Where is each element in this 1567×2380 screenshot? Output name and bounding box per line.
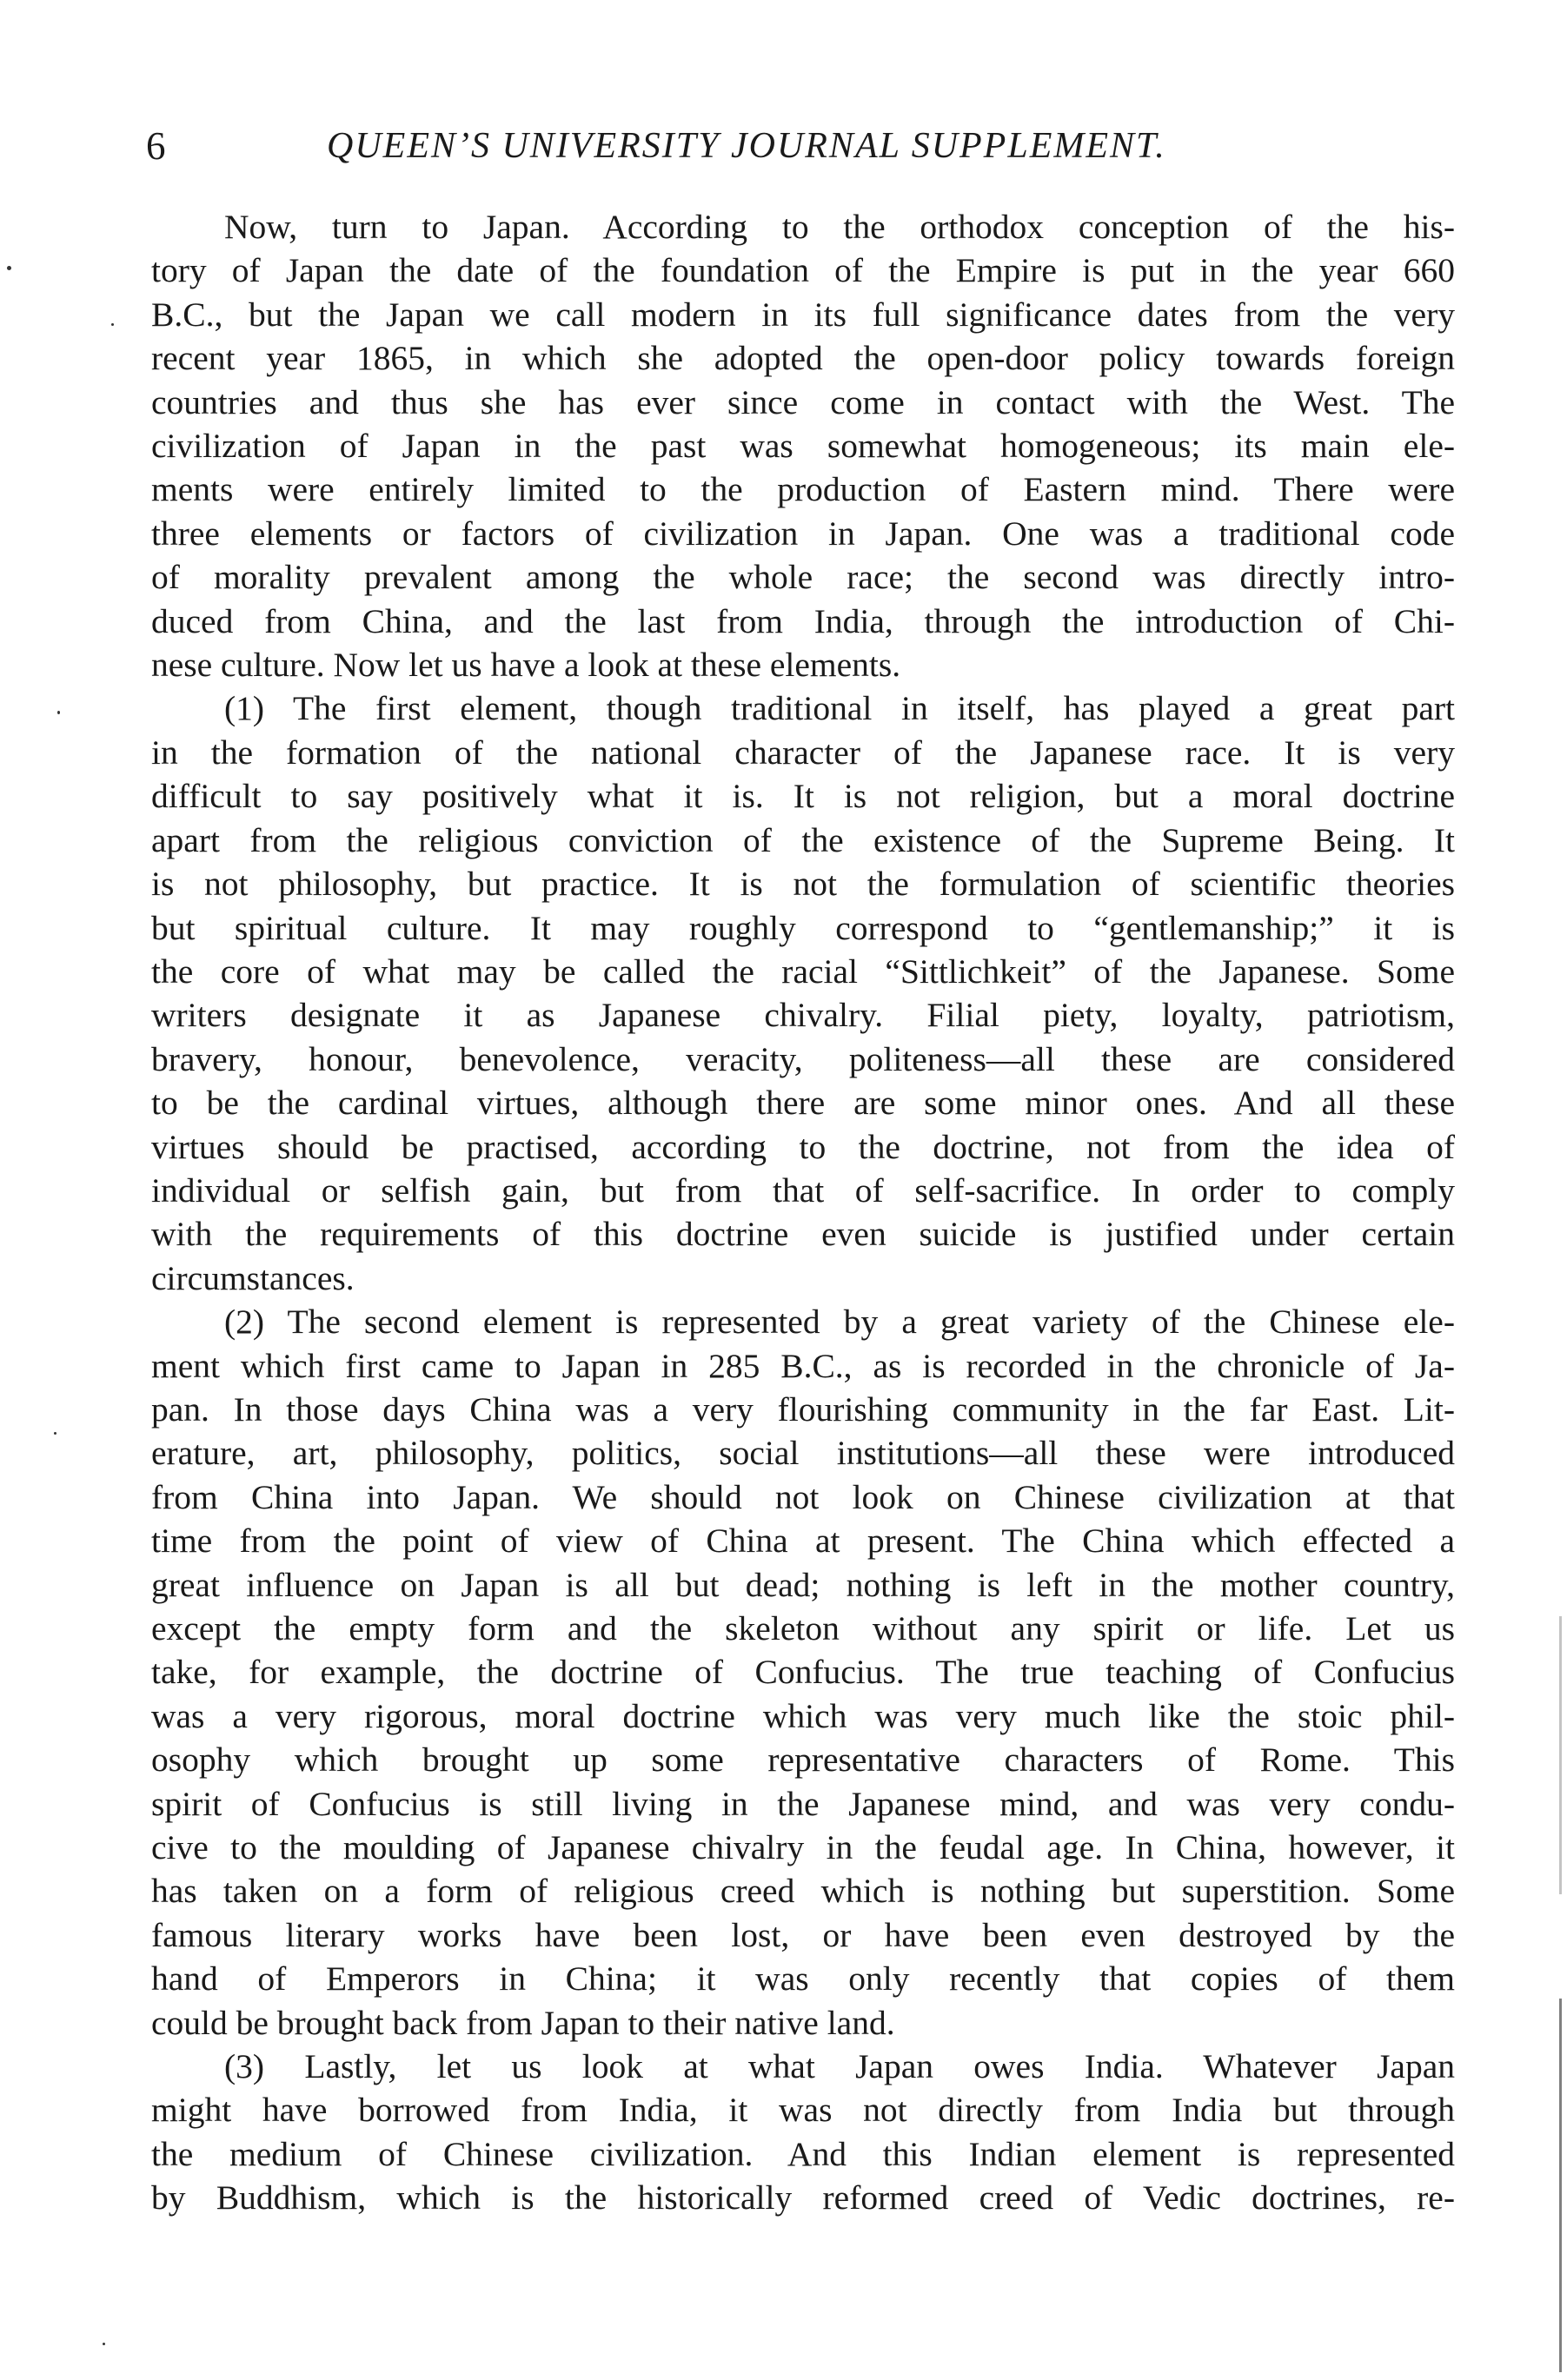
text-line: except the empty form and the skeleton without any spirit or life. Let us bbox=[151, 1609, 1455, 1647]
text-line: pan. In those days China was a very flourishing community in the far East. Lit- bbox=[151, 1389, 1455, 1429]
text-line: by Buddhism, which is the historically reformed creed of Vedic doctrines, re- bbox=[151, 2178, 1455, 2218]
paragraph-second-element bbox=[151, 1300, 1455, 2045]
text-line: nese culture. Now let us have a look at these elements. bbox=[151, 646, 901, 685]
paragraph-intro bbox=[151, 205, 1455, 686]
text-line: spirit of Confucius is still living in the Japanese mind, and was very condu- bbox=[151, 1784, 1455, 1823]
text-line: (1) The first element, though traditional in itself, has played a great part bbox=[224, 689, 1455, 728]
text-line: famous literary works have been lost, or have been even destroyed by the bbox=[151, 1915, 1455, 1954]
text-line: three elements or factors of civilization in Japan. One was a traditional code bbox=[151, 514, 1455, 553]
text-line: virtues should be practised, according to the doctrine, not from the idea of bbox=[151, 1127, 1455, 1166]
page-number: 6 bbox=[146, 124, 166, 168]
text-line: circumstances. bbox=[151, 1258, 355, 1297]
text-line: individual or selfish gain, but from that of self-sacrifice. In order to comply bbox=[151, 1170, 1455, 1210]
text-line: civilization of Japan in the past was somewhat homogeneous; its main ele- bbox=[151, 427, 1455, 466]
text-line: was a very rigorous, moral doctrine which was very much like the stoic phil- bbox=[151, 1696, 1455, 1735]
text-line: osophy which brought up some representative characters of Rome. This bbox=[151, 1740, 1455, 1780]
text-line: tory of Japan the date of the foundation of the Empire is put in the year 660 bbox=[151, 251, 1455, 290]
text-line: (3) Lastly, let us look at what Japan owes India. Whatever Japan bbox=[224, 2047, 1455, 2086]
text-line: ment which first came to Japan in 285 B.C., as is recorded in the chronicle of Ja- bbox=[151, 1346, 1455, 1385]
text-line: ments were entirely limited to the production of Eastern mind. There were bbox=[151, 470, 1455, 509]
scan-edge-line bbox=[1559, 1999, 1562, 2372]
body-text bbox=[151, 205, 1455, 2220]
text-line: of morality prevalent among the whole race; the second was directly intro- bbox=[151, 558, 1455, 597]
scan-edge-line bbox=[1559, 1616, 1562, 1894]
text-line: but spiritual culture. It may roughly correspond to “gentlemanship;” it is bbox=[151, 908, 1455, 947]
scan-speck bbox=[103, 2343, 105, 2345]
text-line: erature, art, philosophy, politics, social institutions—all these were introduced bbox=[151, 1434, 1455, 1473]
text-line: from China into Japan. We should not look on Chinese civilization at that bbox=[151, 1477, 1455, 1516]
text-line: cive to the moulding of Japanese chivalry in the feudal age. In China, however, it bbox=[151, 1828, 1455, 1867]
text-line: has taken on a form of religious creed which is nothing but superstition. Some bbox=[151, 1872, 1455, 1911]
paragraph-third-element bbox=[151, 2045, 1455, 2220]
text-line: to be the cardinal virtues, although there are some minor ones. And all these bbox=[151, 1084, 1455, 1123]
text-line: great influence on Japan is all but dead; nothing is left in the mother country, bbox=[151, 1565, 1455, 1604]
text-line: the medium of Chinese civilization. And this Indian element is represented bbox=[151, 2134, 1455, 2173]
text-line: difficult to say positively what it is. It is not religion, but a moral doctrine bbox=[151, 777, 1455, 816]
text-line: hand of Emperors in China; it was only recently that copies of them bbox=[151, 1959, 1455, 1999]
paragraph-first-element bbox=[151, 686, 1455, 1300]
scan-speck bbox=[111, 323, 114, 326]
text-line: countries and thus she has ever since come in contact with the West. The bbox=[151, 382, 1455, 421]
text-line: writers designate it as Japanese chivalry. Filial piety, loyalty, patriotism, bbox=[151, 996, 1455, 1035]
text-line: (2) The second element is represented by a great variety of the Chinese ele- bbox=[224, 1303, 1455, 1342]
text-line: might have borrowed from India, it was not directly from India but through bbox=[151, 2091, 1455, 2130]
scan-speck bbox=[54, 1432, 56, 1435]
text-line: bravery, honour, benevolence, veracity, politeness—all these are considered bbox=[151, 1039, 1455, 1078]
text-line: with the requirements of this doctrine even suicide is justified under certain bbox=[151, 1215, 1455, 1254]
text-line: the core of what may be called the racial “Sittlichkeit” of the Japanese. Some bbox=[151, 951, 1455, 991]
text-line: take, for example, the doctrine of Confucius. The true teaching of Confucius bbox=[151, 1653, 1455, 1692]
page-header bbox=[146, 120, 1311, 172]
text-line: is not philosophy, but practice. It is not the formulation of scientific theories bbox=[151, 865, 1455, 904]
text-line: duced from China, and the last from India, through the introduction of Chi- bbox=[151, 601, 1455, 640]
text-line: in the formation of the national character of the Japanese race. It is very bbox=[151, 733, 1455, 772]
text-line: Now, turn to Japan. According to the orthodox conception of the his- bbox=[224, 208, 1455, 246]
scan-speck bbox=[7, 266, 11, 270]
text-line: time from the point of view of China at present. The China which effected a bbox=[151, 1521, 1455, 1561]
scan-speck bbox=[57, 711, 60, 714]
running-head: QUEEN’S UNIVERSITY JOURNAL SUPPLEMENT. bbox=[327, 126, 1166, 166]
text-line: B.C., but the Japan we call modern in its full significance dates from the very bbox=[151, 295, 1455, 334]
text-line: apart from the religious conviction of the existence of the Supreme Being. It bbox=[151, 820, 1455, 859]
text-line: recent year 1865, in which she adopted the open-door policy towards foreign bbox=[151, 339, 1455, 378]
text-line: could be brought back from Japan to their native land. bbox=[151, 2003, 895, 2042]
